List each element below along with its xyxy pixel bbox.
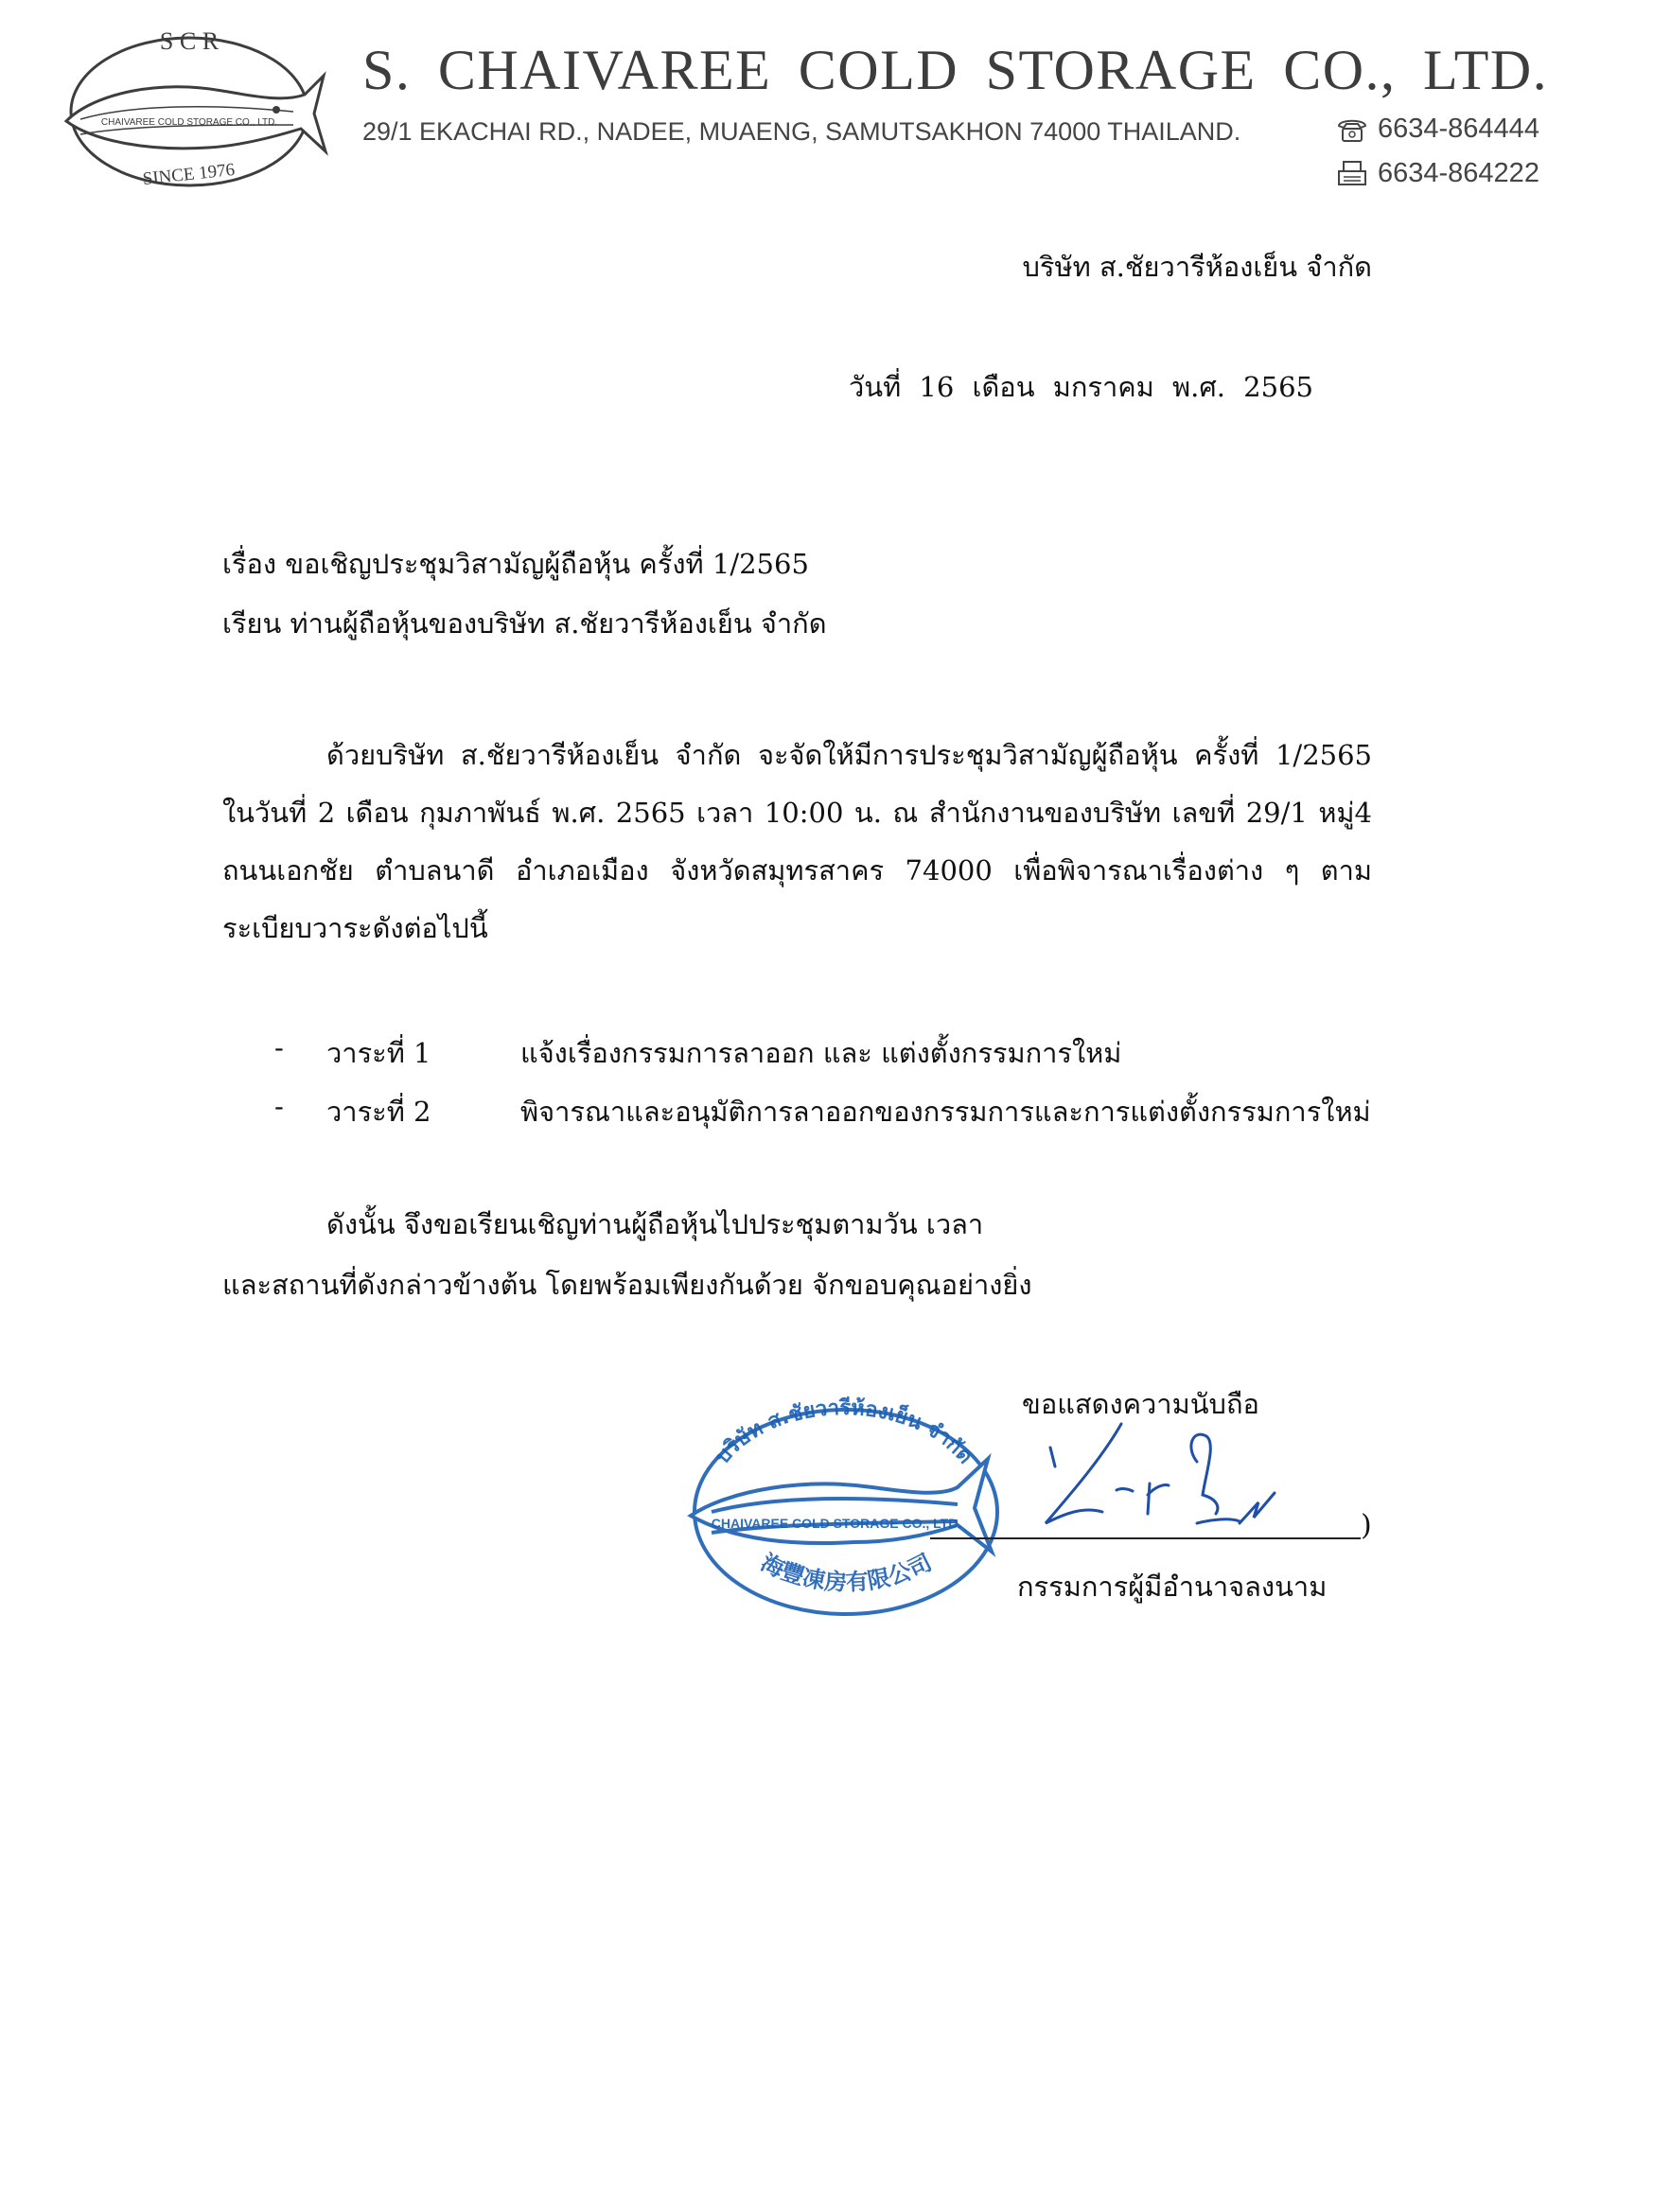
signature-scribble	[1027, 1419, 1282, 1552]
agenda-text: แจ้งเรื่องกรรมการลาออก และ แต่งตั้งกรรมการใหม่	[520, 1037, 1122, 1069]
sender-company-name: บริษัท ส.ชัยวารีห้องเย็น จำกัด	[1022, 251, 1372, 283]
closing-line: ดังนั้น จึงขอเรียนเชิญท่านผู้ถือหุ้นไปประชุมตามวัน เวลา	[326, 1208, 984, 1240]
stamp-band-text: CHAIVAREE COLD STORAGE CO., LTD.	[711, 1516, 962, 1531]
company-address: 29/1 EKACHAI RD., NADEE, MUAENG, SAMUTSAKHON 74000 THAILAND.	[362, 117, 1241, 146]
letter-subject: เรื่อง ขอเชิญประชุมวิสามัญผู้ถือหุ้น ครั้งที่ 1/2565	[222, 548, 809, 580]
handwritten-signature	[1027, 1419, 1282, 1552]
stamp-top-text: บริษัท ส.ชัยวารีห้องเย็น จำกัด	[711, 1396, 977, 1469]
letter-date: วันที่ 16 เดือน มกราคม พ.ศ. 2565	[848, 371, 1313, 403]
agenda-label: วาระที่ 1	[326, 1037, 431, 1069]
agenda-item	[222, 1090, 1377, 1128]
signature-line	[930, 1537, 1361, 1539]
stamp-graphic	[674, 1391, 1019, 1627]
closing-line: และสถานที่ดังกล่าวข้างต้น โดยพร้อมเพียงกันด้วย จักขอบคุณอย่างยิ่ง	[222, 1269, 1032, 1301]
letter-body-paragraph: ด้วยบริษัท ส.ชัยวารีห้องเย็น จำกัด จะจัดให้มีการประชุมวิสามัญผู้ถือหุ้น ครั้งที่ 1/2565 ในวันที่ 2 เดือน กุมภาพันธ์ พ.ศ. 2565 เวลา 10:00 น. ณ สำนักงานของบริษัท เลขที่ 29/1 หมู่4 ถนนเอกชัย ตำบลนาดี อำเภอเมือง จังหวัดสมุทรสาคร 74000 เพื่อพิจารณาเรื่องต่าง ๆ ตามระเบียบวาระดังต่อไปนี้	[222, 739, 1372, 944]
fax-number: 6634-864222	[1378, 158, 1539, 188]
agenda-bullet: -	[274, 1090, 284, 1122]
phone-number: 6634-864444	[1378, 114, 1539, 144]
company-seal-stamp	[674, 1391, 1019, 1627]
fax-icon	[1336, 160, 1368, 188]
phone-contact	[1336, 114, 1539, 145]
telephone-icon	[1336, 115, 1368, 144]
regards-text: ขอแสดงความนับถือ	[1022, 1388, 1259, 1420]
company-name-heading: S. CHAIVAREE COLD STORAGE CO., LTD.	[362, 39, 1549, 101]
signer-title: กรรมการผู้มีอำนาจลงนาม	[1017, 1571, 1328, 1603]
company-logo	[57, 26, 331, 197]
stamp-bottom-text: 海豐凍房有限公司	[756, 1549, 937, 1596]
logo-band-text: CHAIVAREE COLD STORAGE CO., LTD.	[100, 117, 278, 128]
fax-contact	[1336, 158, 1539, 189]
signature-bracket: )	[1361, 1509, 1372, 1542]
letter-recipient: เรียน ท่านผู้ถือหุ้นของบริษัท ส.ชัยวารีห้องเย็น จำกัด	[222, 607, 827, 640]
agenda-text: พิจารณาและอนุมัติการลาออกของกรรมการและการแต่งตั้งกรรมการใหม่	[520, 1096, 1371, 1128]
agenda-bullet: -	[274, 1031, 284, 1063]
fish-logo-graphic	[57, 26, 331, 197]
agenda-label: วาระที่ 2	[326, 1096, 431, 1128]
logo-since-text: SINCE 1976	[141, 159, 237, 190]
agenda-item	[222, 1031, 1377, 1069]
logo-initials: S C R	[159, 27, 220, 55]
